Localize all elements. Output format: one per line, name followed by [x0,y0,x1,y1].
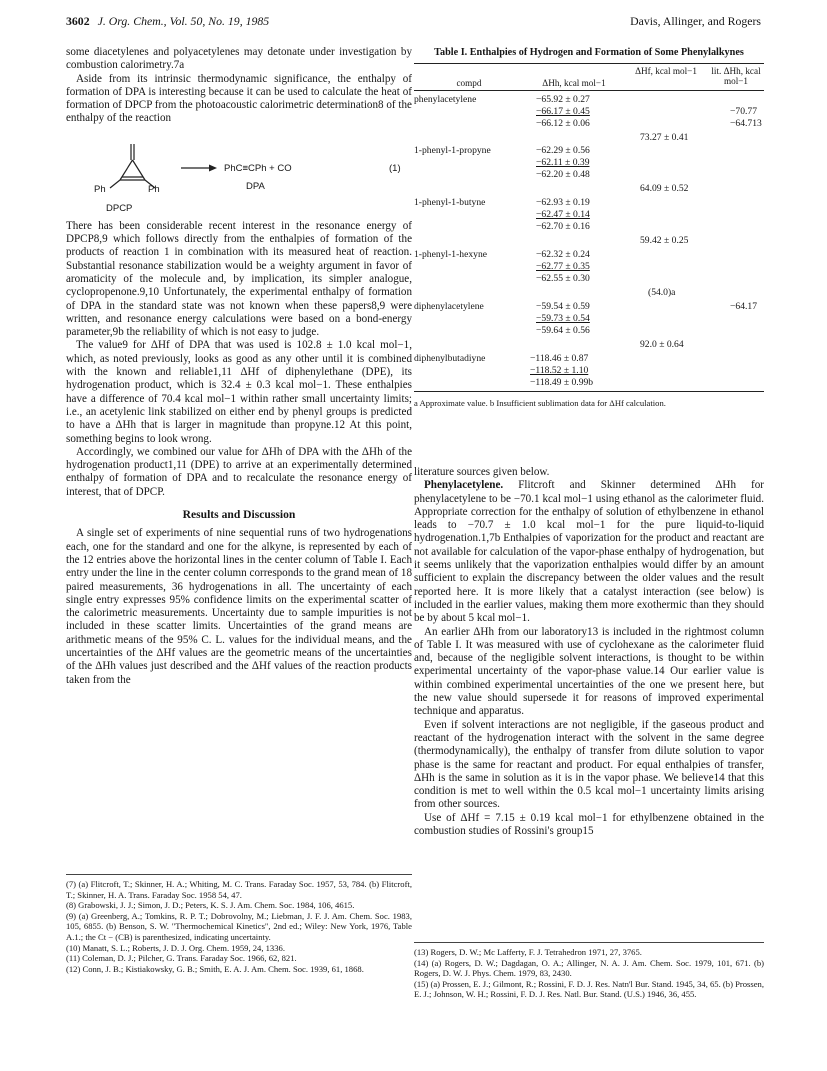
paragraph: An earlier ΔHh from our laboratory13 is included in the rightmost column of Table I. It was measured with use of cyclohexane as the calorimeter fluid and, because of the negligible solvent interactions, is thought to be within experimental uncertainty of the vapor-phase value.14 Our earlier value is within combined experimental uncertainties of the one we present here, but the new value should supersede it for reasons of improved experimental technique and apparatus. [414,625,764,718]
paragraph-text: Flitcroft and Skinner determined ΔHh for phenylacetylene to be −70.1 kcal mol−1 using ethanol as the calorimeter fluid. Appropriate correction for the enthalpy of solution of ethylbenzene in ethanol leads to −70.7 ± 1.0 kcal mol−1 for the pure liquid-to-liquid hydrogenation.1,7b Enthalpies of vaporization for the product and reactant are not available for calculation of the vapor-phase enthalpy of hydrogenation, but it seems unlikely that the vaporization enthalpies would differ by an amount sufficient to explain the discrepancy between the older values and the result reported here. It is more likely that a catalyst interaction (see below) is included in the earlier values, making them more exothermic than they should be by about 5 kcal mol−1. [414,479,764,625]
hh-cell-mean: −66.12 ± 0.06 [536,118,590,129]
col-header-hh: ΔHh, kcal mol−1 [542,78,606,88]
ph-label-right: Ph [148,183,160,195]
footnote-8: (8) Grabowski, J. J.; Simon, J. D.; Peters, K. S. J. Am. Chem. Soc. 1984, 106, 4615. [66,900,355,911]
paragraph: The value9 for ΔHf of DPA that was used is 102.8 ± 1.0 kcal mol−1, which, as noted previously, looks as good as any other until it is combined with the known and reliable1,11 ΔHf of diphenylethane (DPE), its hydrogenation product, which is 32.4 ± 0.3 kcal mol−1. These enthalpies have a difference of 70.4 kcal mol−1 within rather small uncertainty limits; i.e., an acetylenic link stabilized on either end by phenyl groups is predicted to have a ΔHh that is larger in magnitude than propyne.12 At this point, something begins to look wrong. [66,339,412,445]
paragraph [414,479,764,625]
hh-cell-mean: −62.55 ± 0.30 [536,273,590,284]
col-header-compd: compd [456,78,482,88]
footnote-rule [414,942,764,943]
footnote-14: (14) (a) Rogers, D. W.; Dagdagan, O. A.; Allinger, N. A. J. Am. Chem. Soc. 1979, 101, 671. (b) Rogers, D. W. J. Phys. Chem. 1979, 83, 2430. [414,957,764,979]
header-left [66,14,269,29]
lit-cell: −64.17 [730,301,757,312]
hf-cell: 64.09 ± 0.52 [640,183,689,194]
dpcp-label: DPCP [106,202,133,214]
hh-cell-mean: −62.70 ± 0.16 [536,221,590,232]
hh-cell-mean: −59.64 ± 0.56 [536,325,590,336]
hf-cell: (54.0)a [648,287,676,298]
footnote-9: (9) (a) Greenberg, A.; Tomkins, R. P. T.; Dobrovolny, M.; Liebman, J. F. J. Am. Chem. Soc. 1983, 105, 6855. (b) Benson, S. W. "Thermochemical Kinetics", 2nd ed.; Wiley: New York, 1976, Table A.1.; the Ct − (CB) is parenthesized, indicating uncertainty. [66,910,412,942]
hh-cell: −118.46 ± 0.87 [530,353,589,364]
paragraph: There has been considerable recent interest in the resonance energy of DPCP8,9 which follows directly from the enthalpies of formation of the products of reaction 1 in combination with its measured heat of reaction. Substantial resonance stabilization would be a weighty argument in favor of aromaticity of the molecule and, by implication, its simpler analogue, cyclopropenone.9,10 Unfortunately, the experimental enthalpy of formation of DPA in the standard state was not known when these papers8,9 were written, and resonance energy calculations were based on a bond-energy parameter,9b the reliability of which is not easy to judge. [66,219,412,339]
hh-cell: −62.47 ± 0.14 [536,209,590,220]
right-column [414,466,764,838]
hh-cell: −65.92 ± 0.27 [536,94,590,105]
hh-cell: −59.73 ± 0.54 [536,313,590,324]
left-column [66,46,412,687]
col-header-hf: ΔHf, kcal mol−1 [635,66,697,76]
hf-cell: 92.0 ± 0.64 [640,339,684,350]
header-authors: Davis, Allinger, and Rogers [630,14,761,28]
compd-cell: 1-phenyl-1-butyne [414,197,486,208]
hh-cell: −59.54 ± 0.59 [536,301,590,312]
footnote-11: (11) Coleman, D. J.; Pilcher, G. Trans. Faraday Soc. 1966, 62, 821. [66,953,297,964]
lit-cell: −64.713 [730,118,762,129]
footnote-13: (13) Rogers, D. W.; Mc Lafferty, F. J. Tetrahedron 1971, 27, 3765. [414,947,642,957]
hh-cell-mean: −118.49 ± 0.99b [530,377,594,388]
paragraph: Use of ΔHf = 7.15 ± 0.19 kcal mol−1 for ethylbenzene obtained in the combustion studies of Rossini's group15 [414,811,764,838]
compd-cell: 1-phenyl-1-hexyne [414,249,487,260]
phenyl-bond-left [110,180,120,188]
hh-cell: −62.77 ± 0.35 [536,261,590,272]
table-rule-bottom [414,391,764,392]
compd-cell: diphenylacetylene [414,301,484,312]
equation-number: (1) [389,162,401,174]
table-body [414,91,764,391]
page-number: 3602 [66,14,90,28]
compd-cell: diphenylbutadiyne [414,353,486,364]
paragraph: Accordingly, we combined our value for ΔHh of DPA with the ΔHh of the hydrogenation product1,11 (DPE) to arrive at an experimentally determined enthalpy of formation of DPA and to recalculate the resonance energy of interest, that of DPCP. [66,445,412,498]
col-header-lit: lit. ΔHh, kcal mol−1 [711,66,761,86]
footnote-15: (15) (a) Prossen, E. J.; Gilmont, R.; Rossini, F. D. J. Res. Natn'l Bur. Stand. 1945, 34, 65. (b) Prossen, E. J.; Johnson, W. H.; Rossini, F. D. J. Res. Natl. Bur. Stand. (U.S.) 1946, 36, 455. [414,978,764,1000]
running-header [66,14,761,30]
table-header-row [414,64,764,90]
hf-cell: 59.42 ± 0.25 [640,235,689,246]
table-1 [414,47,764,409]
paragraph: Even if solvent interactions are not negligible, if the gaseous product and reactant of the hydrogenation interact with the solvent in the same degree (thermodynamically), the enthalpy of transfer from dilute solution to vapor phase is the same for reactant and product. For equal enthalpies of transfer, ΔHh is the same in solution as it is in the vapor phase. We believe14 that this condition is met to well within the 0.5 kcal mol−1 uncertainty limits arising from other sources. [414,718,764,811]
hh-cell-mean: −62.20 ± 0.48 [536,169,590,180]
footnote-12: (12) Conn, J. B.; Kistiakowsky, G. B.; Smith, E. A. J. Am. Chem. Soc. 1939, 61, 1868. [66,963,364,974]
paragraph: A single set of experiments of nine sequential runs of two hydrogenations each, one for the standard and one for the alkyne, is represented by each of the 12 entries above the horizontal lines in the center column of Table I. Each entry under the line in the center column corresponds to the grand mean of 18 paired measurements, 36 hydrogenations in all. The uncertainty of each single entry expresses 95% confidence limits on the experimental scatter of the calorimetric measurements. Uncertainty due to sample impurities is not included in these scatter limits. Uncertainties of the grand means are arithmetic means of the 95% C. L. values for the individual means, and the uncertainties of the ΔHf values are the geometric means of the uncertainties of the ΔHh values just described and the ΔHf values of the reaction products taken from the [66,527,412,686]
footnote-10: (10) Manatt, S. L.; Roberts, J. D. J. Org. Chem. 1959, 24, 1336. [66,942,285,953]
reaction-products: PhC≡CPh + CO [224,162,292,174]
reaction-arrow-head [209,164,217,171]
compd-cell: 1-phenyl-1-propyne [414,145,491,156]
paragraph: literature sources given below. [414,466,550,478]
section-title: Results and Discussion [182,508,296,522]
hh-cell: −62.11 ± 0.39 [536,157,590,168]
hh-cell: −62.93 ± 0.19 [536,197,590,208]
hh-cell: −118.52 ± 1.10 [530,365,589,376]
table-footnote: a Approximate value. b Insufficient sublimation data for ΔHf calculation. [414,398,666,408]
subsection-lead: Phenylacetylene. [424,479,504,492]
ph-label-left: Ph [94,183,106,195]
footnotes-right [414,942,764,1000]
compd-cell: phenylacetylene [414,94,477,105]
paragraph: Aside from its intrinsic thermodynamic significance, the enthalpy of formation of DPA is interesting because it can be used to calculate the heat of formation of DPCP from the photoacoustic calorimetric determination8 of the enthalpy of the reaction [66,72,412,125]
table-caption: Table I. Enthalpies of Hydrogen and Formation of Some Phenylalkynes [434,47,744,58]
footnote-rule [66,874,412,875]
paragraph: some diacetylenes and polyacetylenes may detonate under investigation by combustion calorimetry.7a [66,46,412,72]
hf-cell: 73.27 ± 0.41 [640,132,689,143]
lit-cell: −70.77 [730,106,757,117]
footnotes-left [66,874,412,974]
footnote-7: (7) (a) Flitcroft, T.; Skinner, H. A.; Whiting, M. C. Trans. Faraday Soc. 1957, 53, 784. (b) Flitcroft, T.; Skinner, H. A. Trans. Faraday Soc. 1958 54, 47. [66,879,412,900]
hh-cell: −66.17 ± 0.45 [536,106,590,117]
dpa-label: DPA [246,180,265,192]
hh-cell: −62.32 ± 0.24 [536,249,590,260]
hh-cell: −62.29 ± 0.56 [536,145,590,156]
journal-citation: J. Org. Chem., Vol. 50, No. 19, 1985 [97,14,270,28]
reaction-scheme [66,128,412,218]
